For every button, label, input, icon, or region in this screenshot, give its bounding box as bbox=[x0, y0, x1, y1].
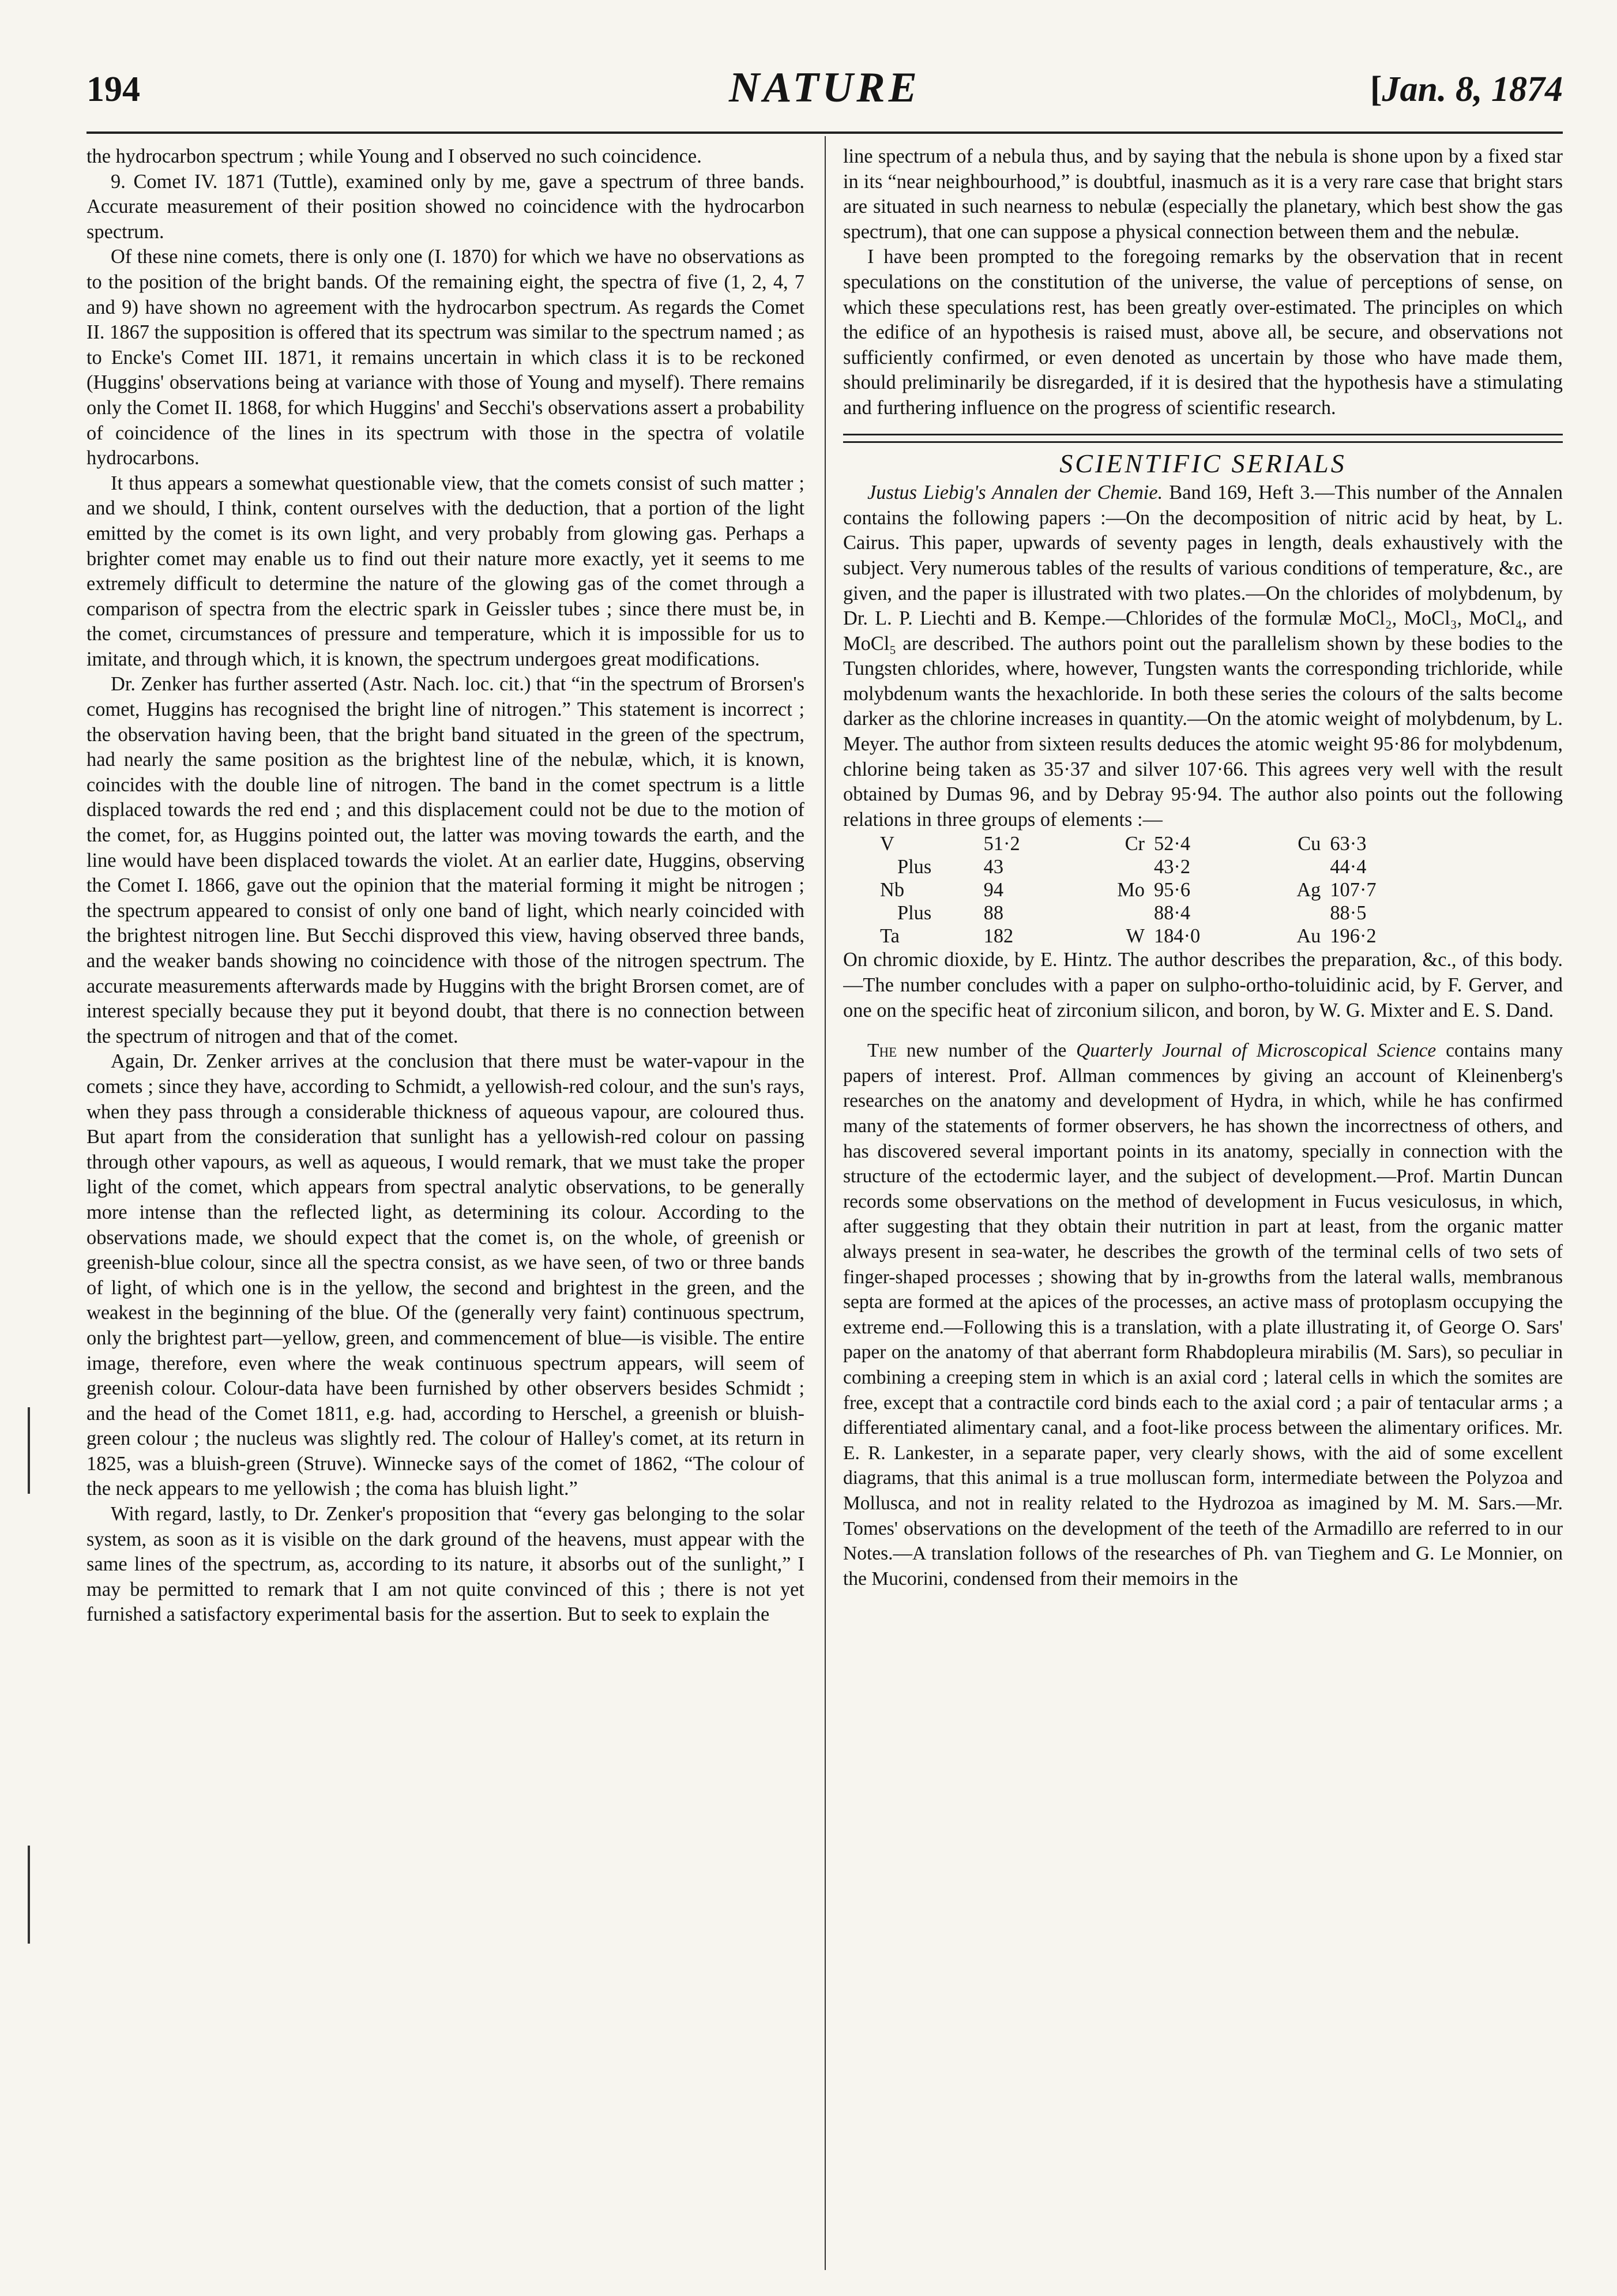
serial-paragraph bbox=[843, 480, 1563, 832]
table-cell: 95·6 bbox=[1154, 879, 1191, 901]
table-cell: 63·3 bbox=[1330, 833, 1367, 855]
table-cell: 184·0 bbox=[1154, 925, 1201, 948]
table-cell: 88·5 bbox=[1330, 902, 1367, 925]
table-cell: Cr bbox=[1125, 833, 1145, 855]
table-row bbox=[863, 878, 1439, 901]
lead-word: The bbox=[867, 1040, 897, 1062]
masthead bbox=[87, 58, 1563, 121]
elements-table bbox=[863, 832, 1439, 948]
paragraph: On chromic dioxide, by E. Hintz. The author describes the preparation, &c., of this body.—The number concludes with a paper on sulpho-ortho-toluidinic acid, by F. Gerver, and one on the specific heat of zirconium silicon, and boron, by W. G. Mixter and E. S. Dand. bbox=[843, 949, 1563, 1021]
table-cell bbox=[1093, 901, 1154, 925]
paragraph: It thus appears a somewhat questionable view, that the comets consist of such matter ; and we should, I think, content ourselves with the deduction, that a portion of the light emitted by the comet is its own light, and very probably from glowing gas. Perhaps a brighter comet may enable us to find out their nature more exactly, yet it seems to me extremely difficult to determine the nature of the glowing gas of the comet through a comparison of spectra from the electric spark in Geissler tubes ; since there must be, in the comet, circumstances of pressure and temperature, which it is impossible for us to imitate, and through which, it is known, the spectrum undergoes great modifications. bbox=[87, 472, 804, 670]
table-cell: Plus bbox=[897, 902, 932, 925]
section-rule bbox=[843, 434, 1563, 443]
serial-title: Justus Liebig's Annalen der Chemie. bbox=[867, 482, 1163, 504]
serial-intro: Band 169, Heft 3.—This number of the Annalen contains the following papers :—On the decomposition of nitric acid by heat, by L. Cairus. This paper, upwards of seventy pages in length, deals exhaustively with the subject. Very numerous tables of the results of various conditions of temperature, &c., are given, and the paper is illustrated with two plates.—On the chlorides of molybdenum, by Dr. L. P. Liechti and B. Kempe.—Chlorides of the formulæ MoCl₂, MoCl₃, MoCl₄, and MoCl₅ are described. The authors point out the parallelism shown by these bodies to the Tungsten chlorides, where, however, Tungsten wants the corresponding trichloride, while molybdenum wants the hexachloride. In both these series the colours of the salts become darker as the chlorine increases in quantity.—On the atomic weight of molybdenum, by L. Meyer. The author from sixteen results deduces the atomic weight 95·86 for molybdenum, chlorine being taken as 35·37 and silver 107·66. This agrees very well with the result obtained by Dumas 96, and by Debray 95·94. The author also points out the following relations in three groups of elements :— bbox=[843, 482, 1563, 831]
issue-date-text: Jan. 8, 1874 bbox=[1382, 70, 1563, 109]
scan-edge-mark bbox=[28, 1846, 30, 1944]
table-cell: Mo bbox=[1117, 879, 1145, 901]
table-cell: 94 bbox=[983, 879, 1004, 901]
table-cell: 43 bbox=[983, 856, 1004, 878]
table-cell: Ta bbox=[880, 925, 900, 948]
table-row bbox=[863, 925, 1439, 948]
table-cell: 44·4 bbox=[1330, 856, 1367, 878]
table-cell: 88 bbox=[983, 902, 1004, 925]
right-column bbox=[843, 144, 1563, 2272]
paragraph: Of these nine comets, there is only one (I. 1870) for which we have no observations as to the position of the bright bands. Of the remaining eight, the spectra of five (1, 2, 4, 7 and 9) have shown no agreement with the hydrocarbon spectrum. As regards the Comet II. 1867 the supposition is offered that its spectrum was similar to the spectrum named ; as to Encke's Comet III. 1871, it remains uncertain in which class it is to be reckoned (Huggins' observations being at variance with those of Young and myself). There remains only the Comet II. 1868, for which Huggins' and Secchi's observations assert a probability of coincidence of the lines in its spectrum with those in the spectra of volatile hydrocarbons. bbox=[87, 246, 804, 469]
table-row bbox=[863, 832, 1439, 855]
table-cell: 107·7 bbox=[1330, 879, 1377, 901]
table-cell: 196·2 bbox=[1330, 925, 1377, 948]
table-cell: V bbox=[880, 833, 894, 855]
paragraph: The new number of the Quarterly Journal of Microscopical Science contains many papers of interest. Prof. Allman commences by giving an account of Kleinenberg's researches on the anatomy and development of Hydra, in which, while he has confirmed many of the statements of former observers, he has shown the incorrectness of others, and has discovered several important points in its anatomy, specially in connection with the structure of the ectodermic layer, and the subject of development.—Prof. Martin Duncan records some observations on the method of development in Fucus vesiculosus, in which, after suggesting that they obtain their nutrition in part at least, from the organic matter always present in sea-water, he describes the growth of the terminal cells of two sets of finger-shaped processes ; showing that by in-growths from the lateral walls, membranous septa are formed at the apices of the processes, an active mass of protoplasm occupying the extreme end.—Following this is a translation, with a plate illustrating it, of George O. Sars' paper on the anatomy of that aberrant form Rhabdopleura mirabilis (M. Sars), so peculiar in combining a creeping stem in which is an axial cord ; lateral cells in which the somites are free, except that a contractile cord binds each to the axial cord ; a pair of tentacular arms ; a differentiated alimentary canal, and a foot-like process between the alimentary orifices. Mr. E. R. Lankester, in a separate paper, very clearly shows, with the aid of some excellent diagrams, that this animal is a true molluscan form, intermediate between the Polyzoa and Mollusca, and not in reality related to the Hydrozoa as imagined by M. M. Sars.—Mr. Tomes' observations on the development of the teeth of the Armadillo are referred to in our Notes.—A translation follows of the researches of Ph. van Tieghem and G. Le Monnier, on the Mucorini, condensed from their memoirs in the bbox=[843, 1040, 1563, 1589]
table-cell: 51·2 bbox=[983, 833, 1020, 855]
table-row bbox=[863, 901, 1439, 925]
table-cell: Cu bbox=[1298, 833, 1321, 855]
journal-name: Quarterly Journal of Microscopical Science bbox=[1076, 1040, 1437, 1062]
paragraph: With regard, lastly, to Dr. Zenker's proposition that “every gas belonging to the solar system, as soon as it is visible on the dark ground of the heavens, must appear with the same lines of the spectrum, as, according to its nature, it absorbs out of the sunlight,” I may be permitted to remark that I am not quite convinced of this ; there is not yet furnished a satisfactory experimental basis for the assertion. But to seek to explain the bbox=[87, 1503, 804, 1626]
paragraph: I have been prompted to the foregoing remarks by the observation that in recent speculations on the constitution of the universe, the value of perceptions of sense, on which these speculations rest, has been greatly over-estimated. The principles on which the edifice of an hypothesis is raised must, above all, be secure, and observations not sufficiently confirmed, or even denoted as uncertain by those who have made them, should preliminarily be disregarded, if it is desired that the hypothesis have a stimulating and furthering influence on the progress of scientific research. bbox=[843, 246, 1563, 419]
paragraph: 9. Comet IV. 1871 (Tuttle), examined only by me, gave a spectrum of three bands. Accurate measurement of their position showed no coincidence with the hydrocarbon spectrum. bbox=[87, 170, 804, 243]
header-rule bbox=[87, 131, 1563, 134]
table-cell bbox=[1093, 855, 1154, 878]
paragraph: Dr. Zenker has further asserted (Astr. Nach. loc. cit.) that “in the spectrum of Brorsen's comet, Huggins has recognised the bright line of nitrogen.” This statement is incorrect ; the observation having been, that the bright band situated in the green of the spectrum, had nearly the same position as the brightest line of the nebulæ, which, it is known, coincides with the double line of nitrogen. The band in the comet spectrum is a little displaced towards the red end ; and this displacement could not be due to the motion of the comet, for, as Huggins pointed out, the latter was moving towards the earth, and the line would have been displaced towards the violet. At an earlier date, Huggins, observing the Comet I. 1866, gave out the opinion that the material forming it might be nitrogen ; the spectrum appeared to consist of only one band of light, which nearly coincided with the brightest nitrogen line. But Secchi disproved this view, having observed three bands, and the weaker bands showing no coincidence with those of the nitrogen spectrum. The accurate measurements afterwards made by Huggins with the bright Brorsen comet, are of interest specially because they put it beyond doubt, that there is no connection between the spectrum of nitrogen and that of the comet. bbox=[87, 673, 804, 1047]
section-title: SCIENTIFIC SERIALS bbox=[1059, 448, 1347, 478]
table-cell: 182 bbox=[983, 925, 1014, 948]
table-cell: Au bbox=[1296, 925, 1321, 948]
table-cell: Plus bbox=[897, 856, 932, 878]
table-cell: 88·4 bbox=[1154, 902, 1191, 925]
table-cell bbox=[1263, 901, 1330, 925]
scan-edge-mark bbox=[28, 1407, 30, 1494]
table-cell: 52·4 bbox=[1154, 833, 1191, 855]
table-cell bbox=[1263, 855, 1330, 878]
page-number: 194 bbox=[87, 70, 140, 109]
table-cell: 43·2 bbox=[1154, 856, 1191, 878]
table-cell: W bbox=[1126, 925, 1145, 948]
table-cell: Ag bbox=[1296, 879, 1321, 901]
issue-date: [Jan. 8, 1874 bbox=[1370, 70, 1563, 109]
table-cell: Nb bbox=[880, 879, 905, 901]
paragraph: the hydrocarbon spectrum ; while Young and I observed no such coincidence. bbox=[87, 145, 702, 167]
column-divider bbox=[825, 136, 826, 2270]
table-row bbox=[863, 855, 1439, 878]
paragraph: line spectrum of a nebula thus, and by saying that the nebula is shone upon by a fixed star in its “near neighbourhood,” is doubtful, inasmuch as it is a very rare case that bright stars are situated in such nearness to nebulæ (especially the planetary, which best show the gas spectrum), that one can suppose a physical connection between them and the nebulæ. bbox=[843, 145, 1563, 243]
paragraph: Again, Dr. Zenker arrives at the conclusion that there must be water-vapour in the comets ; since they have, according to Schmidt, a yellowish-red colour, and the sun's rays, when they pass through a considerable thickness of aqueous vapour, are coloured thus. But apart from the consideration that sunlight has a yellowish-red colour on passing through other vapours, as well as aqueous, I would remark, that we must take the proper light of the comet, which appears from spectral analytic observations, to be generally more intense than the reflected light, as determining its colour. According to the observations made, we should expect that the comet is, on the whole, of greenish or greenish-blue colour, since all the spectra consist, as we have seen, of two or three bands of light, of which one is in the yellow, the second and brightest in the green, and the weakest in the beginning of the blue. Of the (generally very faint) continuous spectrum, only the brightest part—yellow, green, and commencement of blue—is visible. The entire image, therefore, even where the weak continuous spectrum appears, will seem of greenish colour. Colour-data have been furnished by other observers besides Schmidt ; and the head of the Comet 1811, e.g. had, according to Herschel, a greenish or bluish-green colour ; the nucleus was slightly red. The colour of Halley's comet, at its return in 1825, was a bluish-green (Struve). Winnecke says of the comet of 1862, “The colour of the neck appears to me yellowish ; the coma has bluish light.” bbox=[87, 1050, 804, 1500]
left-column bbox=[87, 144, 804, 2272]
journal-title: NATURE bbox=[728, 64, 921, 111]
